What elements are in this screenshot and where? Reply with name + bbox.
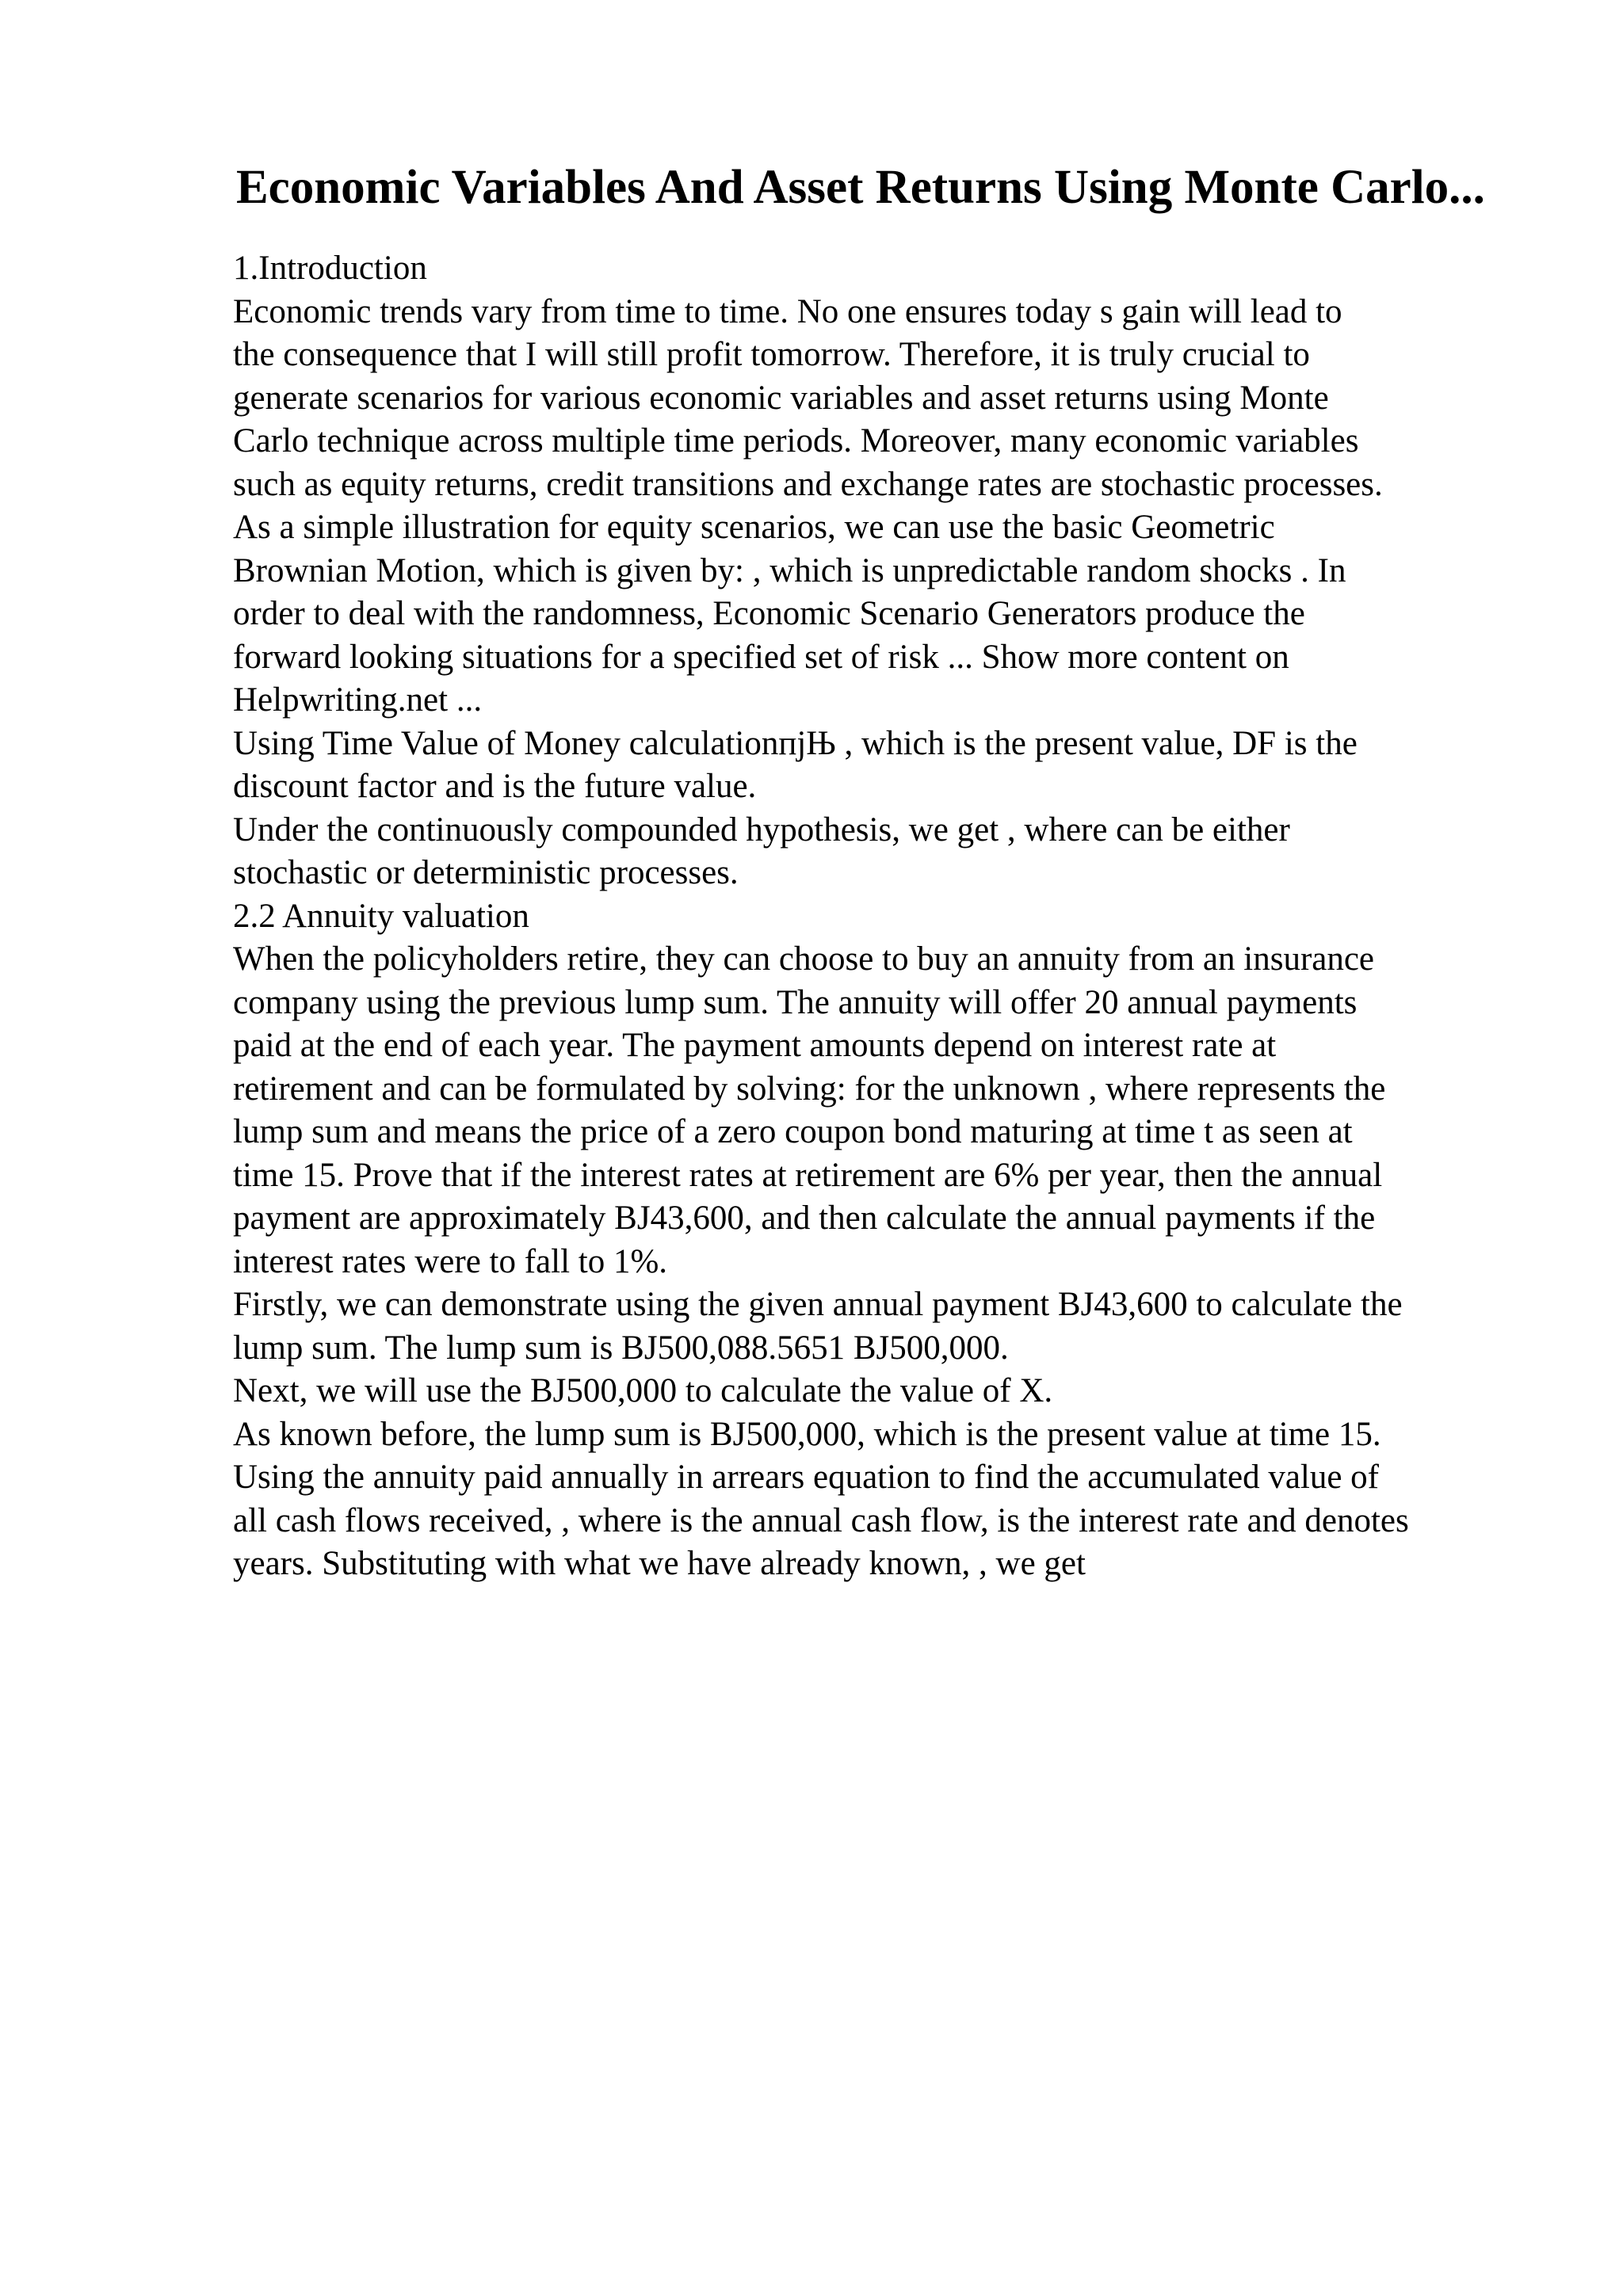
- text-line: discount factor and is the future value.: [233, 768, 757, 805]
- text-line: Carlo technique across multiple time periods. Moreover, many economic variables: [233, 422, 1359, 460]
- text-line: paid at the end of each year. The payment amounts depend on interest rate at: [233, 1027, 1277, 1064]
- text-line: As known before, the lump sum is BJ500,000, which is the present value at time 15.: [233, 1415, 1381, 1453]
- text-line: payment are approximately BJ43,600, and then calculate the annual payments if the: [233, 1199, 1376, 1237]
- text-line: stochastic or deterministic processes.: [233, 854, 739, 891]
- text-line: generate scenarios for various economic variables and asset returns using Monte: [233, 379, 1329, 417]
- text-line: the consequence that I will still profit tomorrow. Therefore, it is truly crucial to: [233, 336, 1310, 373]
- text-line: time 15. Prove that if the interest rates at retirement are 6% per year, then the annual: [233, 1156, 1383, 1194]
- text-line: interest rates were to fall to 1%.: [233, 1242, 668, 1280]
- text-line: Brownian Motion, which is given by: , which is unpredictable random shocks . In: [233, 551, 1346, 589]
- text-line: Using the annuity paid annually in arrears equation to find the accumulated value of: [233, 1459, 1380, 1496]
- text-line: Firstly, we can demonstrate using the given annual payment BJ43,600 to calculate the: [233, 1286, 1403, 1323]
- text-line: order to deal with the randomness, Economic Scenario Generators produce the: [233, 595, 1305, 632]
- text-line: Under the continuously compounded hypothesis, we get , where can be either: [233, 810, 1290, 849]
- text-line: Economic trends vary from time to time. No one ensures today s gain will lead to: [233, 292, 1342, 330]
- text-line: all cash flows received, , where is the annual cash flow, is the interest rate and denotes: [233, 1501, 1409, 1539]
- text-line: lump sum and means the price of a zero coupon bond maturing at time t as seen at: [233, 1113, 1353, 1150]
- text-line: forward looking situations for a specified set of risk ... Show more content on: [233, 638, 1289, 676]
- text-line: Helpwriting.net ...: [233, 681, 483, 719]
- text-line: company using the previous lump sum. The annuity will offer 20 annual payments: [233, 983, 1358, 1021]
- text-line: When the policyholders retire, they can choose to buy an annuity from an insurance: [233, 940, 1375, 978]
- text-line: years. Substituting with what we have already known, , we get: [233, 1545, 1086, 1582]
- text-line: retirement and can be formulated by solving: for the unknown , where represents the: [233, 1070, 1386, 1108]
- text-line: Next, we will use the BJ500,000 to calculate the value of X.: [233, 1372, 1053, 1409]
- text-line: 2.2 Annuity valuation: [233, 897, 529, 935]
- text-line: 1.Introduction: [233, 250, 427, 287]
- document-body: [233, 247, 1612, 1586]
- text-line: As a simple illustration for equity scenarios, we can use the basic Geometric: [233, 509, 1275, 546]
- text-line: lump sum. The lump sum is BJ500,088.5651 BJ500,000.: [233, 1329, 1009, 1367]
- text-line: Using Time Value of Money calculationпјЊ , which is the present value, DF is the: [233, 724, 1358, 762]
- text-line: such as equity returns, credit transitions and exchange rates are stochastic processes.: [233, 465, 1383, 503]
- document-title: Economic Variables And Asset Returns Using Monte Carlo...: [236, 161, 1485, 214]
